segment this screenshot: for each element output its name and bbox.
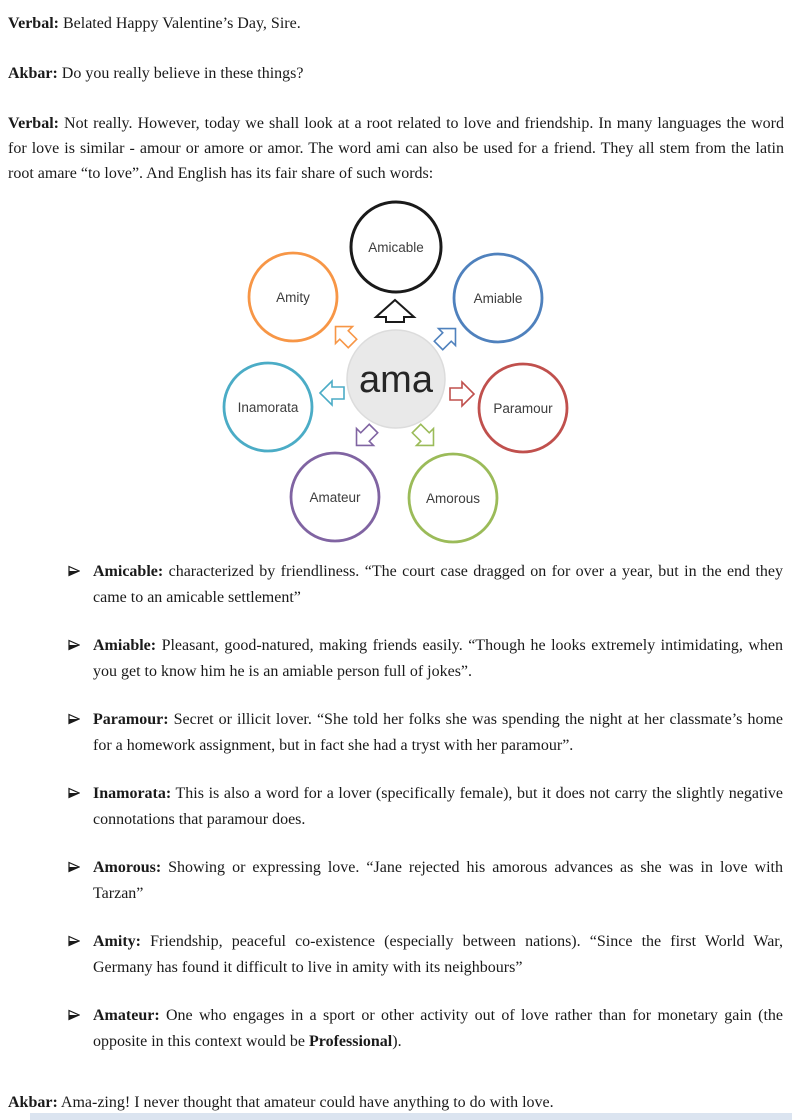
definition-text: Amicable: characterized by friendliness. “The court case dragged on for over a year, but in the end they came to an amicable settlement” xyxy=(93,563,783,606)
definition-term: Paramour: xyxy=(93,711,169,728)
arrow-downleft-purple xyxy=(348,420,382,454)
definition-item-amateur xyxy=(66,1003,783,1055)
label-amicable: Amicable xyxy=(368,240,424,255)
dialog-text: Belated Happy Valentine’s Day, Sire. xyxy=(58,15,301,32)
dialog-text: Not really. However, today we shall look at a root related to love and friendship. In many languages the word for love is similar - amour or amore or amor. The word ami can also be used for a friend. They all stem from the latin root amare “to love”. And English has its fair share of such words: xyxy=(8,115,784,182)
bullet-arrow-icon xyxy=(68,712,80,724)
definition-term: Amicable: xyxy=(93,563,164,580)
definition-term: Amity: xyxy=(93,933,141,950)
definition-text: Inamorata: This is also a word for a lover (specifically female), but it does not carry the slightly negative connotations that paramour does. xyxy=(93,785,783,828)
bullet-arrow-icon xyxy=(68,1008,80,1020)
definition-text: Paramour: Secret or illicit lover. “She told her folks she was spending the night at her classmate’s home for a homework assignment, but in fact she had a tryst with her paramour”. xyxy=(93,711,783,754)
label-amity: Amity xyxy=(276,290,310,305)
definition-item-inamorata xyxy=(66,781,783,833)
definition-item-paramour xyxy=(66,707,783,759)
dialog-line-verbal-1 xyxy=(8,11,784,36)
dialog-line-akbar-1 xyxy=(8,61,784,86)
speaker-label: Verbal: xyxy=(8,15,59,32)
definition-text: Amateur: One who engages in a sport or other activity out of love rather than for monetary gain (the opposite in this context would be Professional). xyxy=(93,1007,783,1050)
label-amateur: Amateur xyxy=(309,490,361,505)
label-paramour: Paramour xyxy=(493,401,553,416)
bullet-arrow-icon xyxy=(68,564,80,576)
definition-text: Amiable: Pleasant, good-natured, making friends easily. “Though he looks extremely intimidating, when you get to know him he is an amiable person full of jokes”. xyxy=(93,637,783,680)
arrow-right-red xyxy=(450,382,474,406)
arrow-left-cyan xyxy=(320,381,344,405)
definition-term: Amorous: xyxy=(93,859,162,876)
bold-word-professional: Professional xyxy=(308,1033,393,1050)
definition-term: Inamorata: xyxy=(93,785,172,802)
diagram-canvas xyxy=(156,190,636,550)
definition-item-amorous xyxy=(66,855,783,907)
bullet-arrow-icon xyxy=(68,860,80,872)
definition-text: Amorous: Showing or expressing love. “Jane rejected his amorous advances as she was in love with Tarzan” xyxy=(93,859,783,902)
ama-root-diagram xyxy=(156,190,636,550)
dialog-text: Do you really believe in these things? xyxy=(57,65,304,82)
arrow-upleft-orange xyxy=(327,318,361,352)
speaker-label: Akbar: xyxy=(8,1094,58,1111)
bullet-arrow-icon xyxy=(68,786,80,798)
definition-text: Amity: Friendship, peaceful co-existence (especially between nations). “Since the first World War, Germany has found it difficult to live in amity with its neighbours” xyxy=(93,933,783,976)
definition-item-amiable xyxy=(66,633,783,685)
arrow-up-black xyxy=(376,300,414,322)
label-inamorata: Inamorata xyxy=(237,400,299,415)
definition-item-amity xyxy=(66,929,783,981)
label-amiable: Amiable xyxy=(473,291,523,306)
bullet-arrow-icon xyxy=(68,638,80,650)
label-amorous: Amorous xyxy=(425,491,481,506)
page-bottom-strip xyxy=(30,1113,792,1120)
definition-term: Amateur: xyxy=(93,1007,160,1024)
definition-term: Amiable: xyxy=(93,637,157,654)
center-label-ama: ama xyxy=(359,359,433,401)
speaker-label: Verbal: xyxy=(8,115,59,132)
definition-item-amicable xyxy=(66,559,783,611)
dialog-text: Ama-zing! I never thought that amateur could have anything to do with love. xyxy=(57,1094,554,1111)
dialog-line-akbar-2 xyxy=(8,1090,784,1115)
bullet-arrow-icon xyxy=(68,934,80,946)
dialog-line-verbal-2 xyxy=(8,111,784,186)
speaker-label: Akbar: xyxy=(8,65,58,82)
